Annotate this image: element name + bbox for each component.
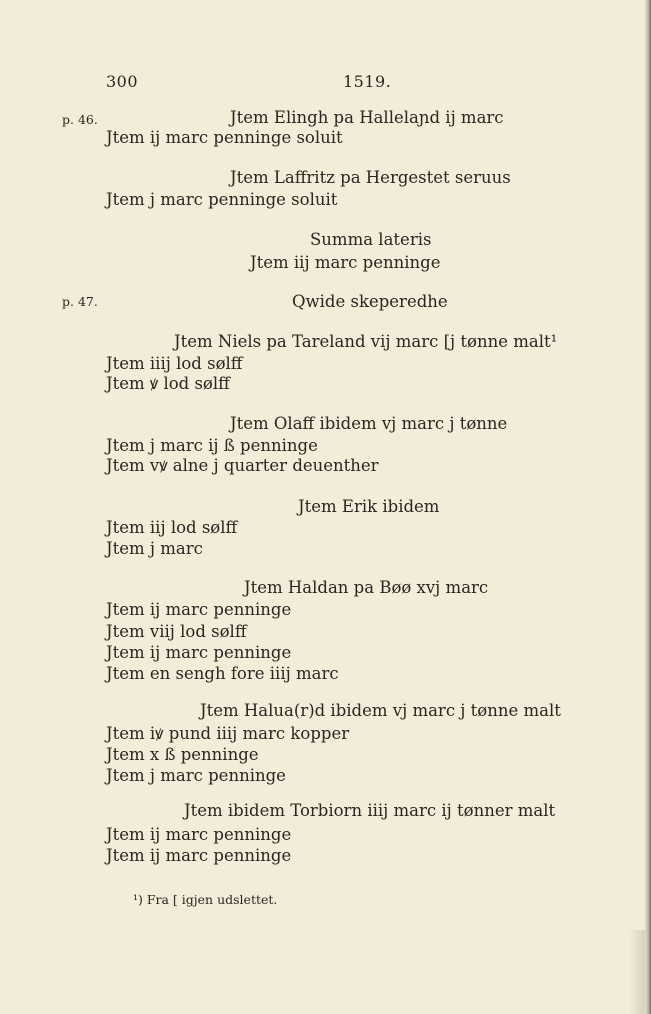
- entry-line: Jtem vꝟ alne j quarter deuenther: [106, 456, 379, 475]
- entry-line: Jtem j marc penninge: [106, 766, 286, 785]
- year-heading: 1519.: [343, 72, 392, 91]
- entry-line: Jtem ij marc penninge: [106, 825, 292, 844]
- entry-line: Jtem Halua(r)d ibidem vj marc j tønne malt: [200, 701, 561, 720]
- entry-line: Jtem Niels pa Tareland vij marc [j tønne malt¹: [174, 332, 558, 351]
- entry-line: Jtem ij marc penninge soluit: [106, 128, 343, 147]
- summa-total-line: Jtem iij marc penninge: [250, 253, 441, 272]
- entry-line: Jtem j marc: [106, 539, 203, 558]
- margin-note-p46: p. 46.: [62, 112, 98, 127]
- entry-line: Jtem en sengh fore iiij marc: [106, 664, 339, 683]
- entry-line: Jtem x ß penninge: [106, 745, 259, 764]
- entry-line: Jtem ij marc penninge: [106, 846, 292, 865]
- entry-line: Jtem iiij lod sølff: [106, 354, 243, 373]
- entry-line: Jtem Olaff ibidem vj marc j tønne: [230, 414, 508, 433]
- entry-line: Jtem ij marc penninge: [106, 643, 292, 662]
- entry-line: Jtem j marc ij ß penninge: [106, 436, 318, 455]
- entry-line: Jtem Erik ibidem: [298, 497, 440, 516]
- entry-line: Jtem iꝟ pund iiij marc kopper: [106, 724, 350, 743]
- entry-line: Jtem Elingh pa Hallelaɲd ij marc: [230, 108, 504, 127]
- section-heading: Qwide skeperedhe: [292, 292, 448, 311]
- entry-line: Jtem ꝟ lod sølff: [106, 374, 230, 393]
- entry-line: Jtem viij lod sølff: [106, 622, 247, 641]
- entry-line: Jtem Laffritz pa Hergestet seruus: [230, 168, 511, 187]
- summa-lateris-heading: Summa lateris: [310, 230, 432, 249]
- entry-line: Jtem ibidem Torbiorn iiij marc ij tønner malt: [184, 801, 556, 820]
- entry-line: Jtem iij lod sølff: [106, 518, 238, 537]
- footnote: ¹) Fra [ igjen udslettet.: [133, 892, 278, 907]
- entry-line: Jtem j marc penninge soluit: [106, 190, 338, 209]
- page-edge: [645, 0, 651, 1014]
- entry-line: Jtem Haldan pa Bøø xvj marc: [244, 578, 489, 597]
- margin-note-p47: p. 47.: [62, 294, 98, 309]
- page-number: 300: [106, 72, 139, 91]
- entry-line: Jtem ij marc penninge: [106, 600, 292, 619]
